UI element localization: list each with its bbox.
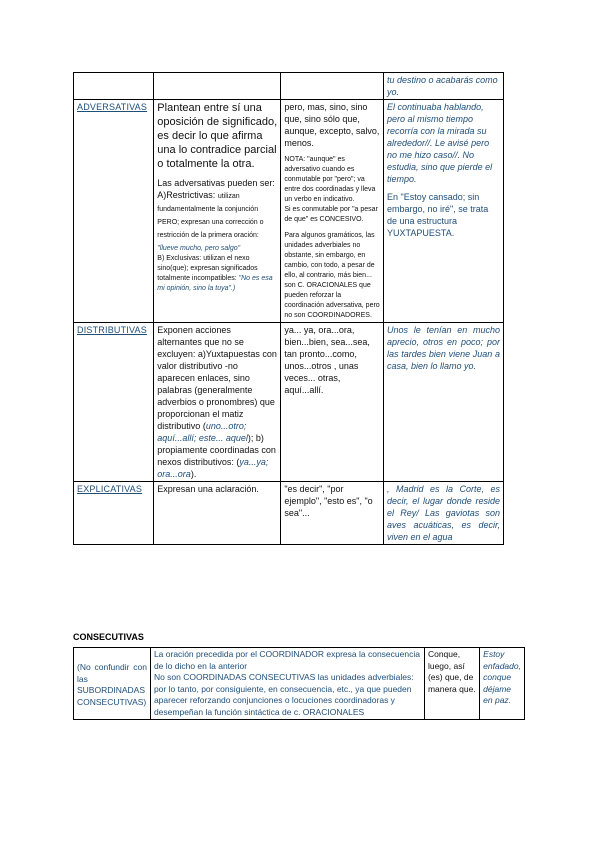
nexos-cell: "es decir", "por ejemplo", "esto es", "o sea"... xyxy=(281,482,384,545)
coordination-table xyxy=(73,72,504,545)
label-consecutivas xyxy=(74,648,151,720)
description-part: ). xyxy=(190,469,197,479)
description-cell xyxy=(150,648,424,720)
example-yuxtapuesta: En "Estoy cansado; sin embargo, no iré", se trata de una estructura YUXTAPUESTA. xyxy=(387,192,489,238)
exclusivas-heading: B) Exclusivas: xyxy=(157,255,204,262)
description-part: Exponen acciones alternantes que no se excluyen: a)Yuxtapuestas con valor distributivo -no aparecen enlaces, sino palabras (generalmente adverbios o pronombres) que proporcionan el matiz distributivo ( xyxy=(157,325,277,431)
exclusivas-example: "No es esa mi opinión, sino la tuya".) xyxy=(157,275,273,292)
nexos-cell xyxy=(281,100,384,323)
nota-concesivo: Si es conmutable por "a pesar de que" es CONCESIVO. xyxy=(284,206,378,223)
description-main: Plantean entre sí una oposición de significado, es decir lo que afirma una lo contradice parcial o totalmente la otra. xyxy=(157,102,278,170)
restrictivas-text xyxy=(157,189,277,254)
restrictivas-body: utilizan fundamentalmente la conjunción PERO; expresan una corrección o restricción de la primera oración: xyxy=(157,193,264,239)
description-cell xyxy=(154,323,281,482)
restrictivas-heading: A)Restrictivas: xyxy=(157,190,218,200)
cell-empty xyxy=(74,73,154,100)
restrictivas-example: "llueve mucho, pero salgo" xyxy=(157,245,241,252)
example-cell xyxy=(384,100,504,323)
example-cell: Unos le tenían en mucho aprecio, otros en poco; por las tardes bien viene Juan a casa, bien lo llamo yo. xyxy=(384,323,504,482)
cell-empty xyxy=(154,73,281,100)
description-cell xyxy=(154,100,281,323)
description-text xyxy=(157,324,277,480)
description-text: La oración precedida por el COORDINADOR expresa la consecuencia de lo dicho en la anterior xyxy=(153,649,420,671)
label-adversativas: ADVERSATIVAS xyxy=(74,100,154,323)
description-cell: Expresan una aclaración. xyxy=(154,482,281,545)
table-row-distributivas xyxy=(74,323,504,482)
table-row-consecutivas xyxy=(74,648,525,720)
nexos-cell: ya... ya, ora...ora, bien...bien, sea...sea, tan pronto...como, unos...otros , unas veces... otras, aquí...allí. xyxy=(281,323,384,482)
example-cell: tu destino o acabarás como yo. xyxy=(384,73,504,100)
nexos-main: pero, mas, sino, sino que, sino sólo que, aunque, excepto, salvo, menos. xyxy=(284,102,380,148)
description-part: ); b) propiamente coordinadas con nexos distributivos: ( xyxy=(157,433,276,467)
exclusivas-body: utilizan el nexo sino(que); expresan significados totalmente incompatibles: xyxy=(157,255,258,282)
description-sub: Las adversativas pueden ser: xyxy=(157,178,275,188)
example-cell: Estoy enfadado, conque déjame en paz. xyxy=(480,648,525,720)
section-heading-consecutivas: CONSECUTIVAS xyxy=(73,632,144,642)
description-italic: ya...ya; ora...ora xyxy=(157,457,269,479)
description-italic: uno...otro; aquí...allí; este... aquel xyxy=(157,421,248,443)
table-row-explicativas xyxy=(74,482,504,545)
example-cell: , Madrid es la Corte, es decir, el lugar donde reside el Rey/ Las gaviotas son aves acuáticas, es decir, viven en el agua xyxy=(384,482,504,545)
table-row xyxy=(74,73,504,100)
consecutivas-table xyxy=(73,647,525,720)
nota-text: NOTA: "aunque" es adversativo cuando es conmutable por "pero"; va entre dos coordinadas y lleva un verbo en indicativo. xyxy=(284,156,376,203)
description-note: No son COORDINADAS CONSECUTIVAS las unidades adverbiales: por lo tanto, por consiguiente, en consecuencia, etc., ya que pueden aparecer reforzando conjunciones o locuciones coordinadoras y desempeñan la función sintáctica de c. ORACIONALES xyxy=(153,672,414,717)
label-explicativas: EXPLICATIVAS xyxy=(74,482,154,545)
exclusivas-text xyxy=(157,254,277,294)
label-distributivas: DISTRIBUTIVAS xyxy=(74,323,154,482)
table-row-adversativas xyxy=(74,100,504,323)
label-consecutivas-text: (No confundir con las SUBORDINADAS CONSECUTIVAS) xyxy=(77,662,147,707)
example-text: El continuaba hablando, pero al mismo tiempo recorría con la mirada su alrededor//. Le avisé pero no me hizo caso//. No estudia, sino que pierde el tiempo. xyxy=(387,102,493,184)
nota-gramaticos: Para algunos gramáticos, las unidades adverbiales no obstante, sin embargo, en cambio, con todo, a pesar de ello, al contrario, más bien... son C. ORACIONALES que pueden reforzar la coordinación adversativa, pero no son COORDINADORES. xyxy=(284,232,380,319)
nexos-cell: Conque, luego, así (es) que, de manera que. xyxy=(424,648,479,720)
cell-empty xyxy=(281,73,384,100)
